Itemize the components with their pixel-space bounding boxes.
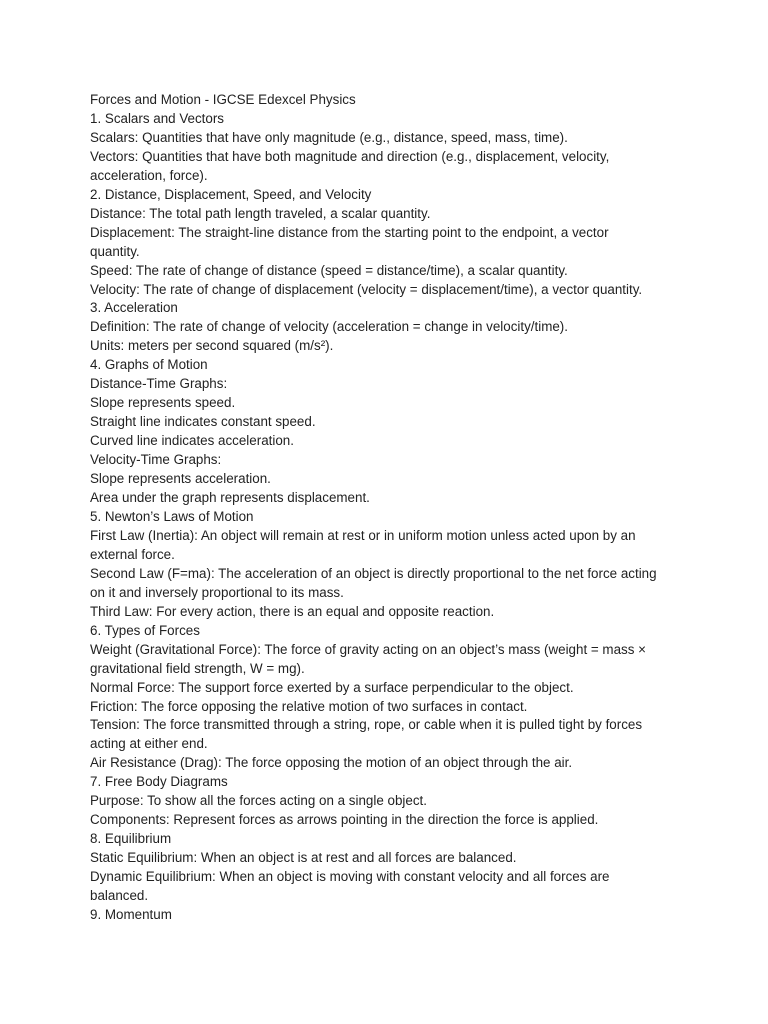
text-line: Distance: The total path length traveled, a scalar quantity. [90, 205, 431, 221]
text-line: Velocity: The rate of change of displacement (velocity = displacement/time), a vector quantity. [90, 281, 643, 297]
text-line: Dynamic Equilibrium: When an object is moving with constant velocity and all forces are [90, 869, 610, 885]
text-line: Definition: The rate of change of velocity (acceleration = change in velocity/time). [90, 319, 568, 335]
text-line: Straight line indicates constant speed. [90, 414, 316, 430]
text-line: Components: Represent forces as arrows pointing in the direction the force is applied. [90, 812, 599, 828]
text-line: external force. [90, 546, 175, 562]
text-line: Weight (Gravitational Force): The force of gravity acting on an object’s mass (weight = mass × [90, 641, 646, 657]
text-line: Static Equilibrium: When an object is at rest and all forces are balanced. [90, 850, 517, 866]
text-line: First Law (Inertia): An object will remain at rest or in uniform motion unless acted upon by an [90, 527, 636, 543]
section-heading: 2. Distance, Displacement, Speed, and Velocity [90, 186, 372, 202]
text-line: Friction: The force opposing the relative motion of two surfaces in contact. [90, 698, 528, 714]
text-line: Air Resistance (Drag): The force opposing the motion of an object through the air. [90, 755, 573, 771]
document-page [90, 91, 690, 925]
text-line: Normal Force: The support force exerted by a surface perpendicular to the object. [90, 679, 574, 695]
text-line: acceleration, force). [90, 167, 208, 183]
text-line: Distance-Time Graphs: [90, 376, 228, 392]
section-heading: 5. Newton’s Laws of Motion [90, 508, 254, 524]
text-line: Units: meters per second squared (m/s²). [90, 338, 334, 354]
section-heading: 7. Free Body Diagrams [90, 774, 228, 790]
text-line: Third Law: For every action, there is an equal and opposite reaction. [90, 603, 495, 619]
text-line: Velocity-Time Graphs: [90, 452, 222, 468]
text-line: acting at either end. [90, 736, 208, 752]
text-line: Second Law (F=ma): The acceleration of an object is directly proportional to the net force acting [90, 565, 657, 581]
text-line: Vectors: Quantities that have both magnitude and direction (e.g., displacement, velocity, [90, 148, 610, 164]
section-heading: 6. Types of Forces [90, 622, 200, 638]
text-line: Slope represents speed. [90, 395, 236, 411]
text-line: Slope represents acceleration. [90, 471, 271, 487]
text-line: quantity. [90, 243, 140, 259]
section-heading: 9. Momentum [90, 906, 172, 922]
text-line: Scalars: Quantities that have only magnitude (e.g., distance, speed, mass, time). [90, 129, 568, 145]
section-heading: 1. Scalars and Vectors [90, 110, 224, 126]
text-line: Displacement: The straight-line distance from the starting point to the endpoint, a vector [90, 224, 609, 240]
text-line: balanced. [90, 888, 149, 904]
text-line: Tension: The force transmitted through a string, rope, or cable when it is pulled tight by forces [90, 717, 643, 733]
section-heading: 3. Acceleration [90, 300, 178, 316]
text-line: on it and inversely proportional to its mass. [90, 584, 344, 600]
document-title: Forces and Motion - IGCSE Edexcel Physics [90, 92, 356, 107]
text-line: Purpose: To show all the forces acting on a single object. [90, 793, 427, 809]
text-line: Speed: The rate of change of distance (speed = distance/time), a scalar quantity. [90, 262, 568, 278]
text-line: Curved line indicates acceleration. [90, 433, 294, 449]
section-heading: 8. Equilibrium [90, 831, 172, 847]
text-line: Area under the graph represents displacement. [90, 490, 370, 506]
section-heading: 4. Graphs of Motion [90, 357, 208, 373]
text-line: gravitational field strength, W = mg). [90, 660, 305, 676]
